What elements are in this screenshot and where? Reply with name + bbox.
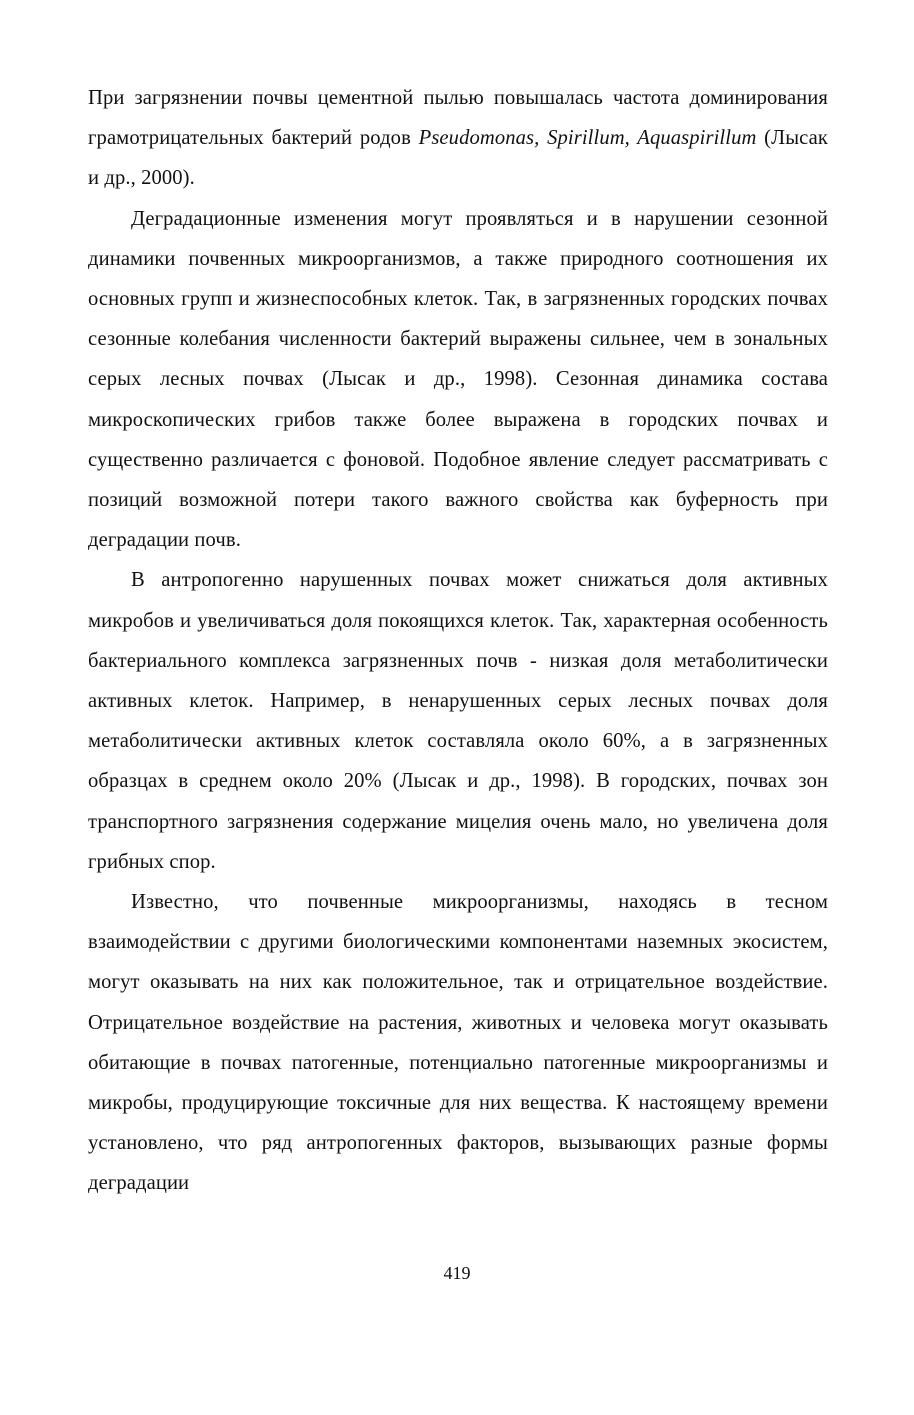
page-number: 419	[443, 1263, 471, 1283]
paragraph-microbe-effects: Известно, что почвенные микроорганизмы, находясь в тесном взаимодействии с другими биологическими компонентами наземных экосистем, могут оказывать на них как положительное, так и отрицательное воздействие. Отрицательное воздействие на растения, животных и человека могут оказывать обитающие в почвах патогенные, потенциально патогенные микроорганизмы и микробы, продуцирующие токсичные для них вещества. К настоящему времени установлено, что ряд антропогенных факторов, вызывающих разные формы деградации	[88, 891, 828, 1195]
paragraph-continuation	[88, 78, 828, 199]
paragraph-text: При загрязнении почвы цементной пылью повышалась частота доминирования грамотрицательных бактерий родов	[88, 87, 828, 150]
genus-names: Pseudomonas, Spirillum, Aquaspirillum	[418, 127, 757, 150]
paragraph-degradation-dynamics: Деградационные изменения могут проявляться и в нарушении сезонной динамики почвенных микроорганизмов, а также природного соотношения их основных групп и жизнеспособных клеток. Так, в загрязненных городских почвах сезонные колебания численности бактерий выражены сильнее, чем в зональных серых лесных почвах (Лысак и др., 1998). Сезонная динамика состава микроскопических грибов также более выражена в городских почвах и существенно различается с фоновой. Подобное явление следует рассматривать с позиций возможной потери такого важного свойства как буферность при деградации почв.	[88, 207, 828, 552]
paragraph-active-microbes: В антропогенно нарушенных почвах может снижаться доля активных микробов и увеличиваться доля покоящихся клеток. Так, характерная особенность бактериального комплекса загрязненных почв - низкая доля метаболитически активных клеток. Например, в ненарушенных серых лесных почвах доля метаболитически активных клеток составляла около 60%, а в загрязненных образцах в среднем около 20% (Лысак и др., 1998). В городских, почвах зон транспортного загрязнения содержание мицелия очень мало, но увеличена доля грибных спор.	[88, 569, 828, 873]
page-body	[88, 78, 828, 1204]
citation: (Лысак и др., 2000).	[88, 127, 828, 190]
